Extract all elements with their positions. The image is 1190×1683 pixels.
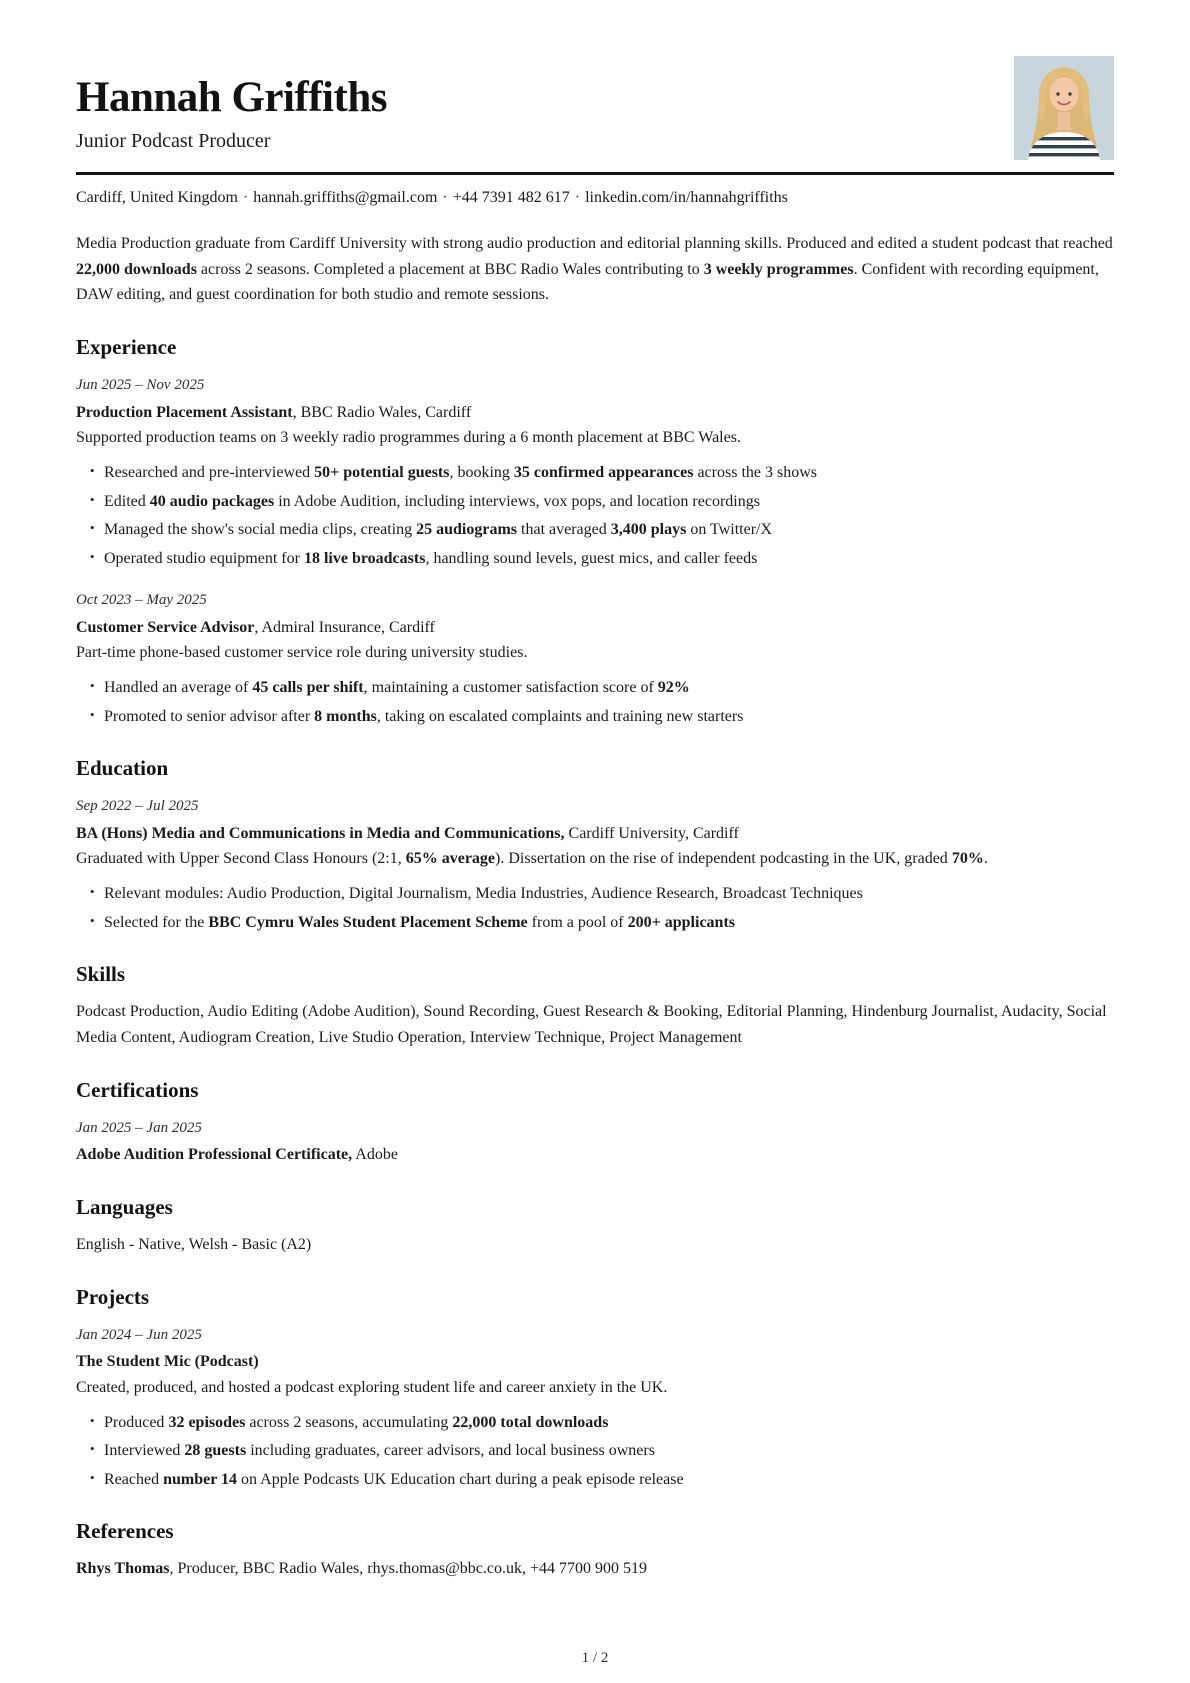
header-divider xyxy=(76,172,1114,175)
contact-line xyxy=(76,185,1114,211)
section-references xyxy=(76,1519,1114,1582)
project-entry xyxy=(76,1324,1114,1493)
entry-title: Customer Service Advisor, Admiral Insurance, Cardiff xyxy=(76,618,435,636)
bullet-item: • Interviewed 28 guests including graduates, career advisors, and local business owners xyxy=(104,1438,1114,1464)
entry-bullet-list xyxy=(76,675,1114,729)
projects-heading: Projects xyxy=(76,1284,150,1309)
entry-title: Production Placement Assistant, BBC Radio Wales, Cardiff xyxy=(76,403,472,421)
contact-separator: · xyxy=(574,189,581,206)
contact-email: hannah.griffiths@gmail.com xyxy=(253,189,438,206)
entry-dates: Sep 2022 – Jul 2025 xyxy=(76,798,199,815)
section-languages xyxy=(76,1195,1114,1258)
section-projects xyxy=(76,1285,1114,1493)
bullet-item: • Produced 32 episodes across 2 seasons, accumulating 22,000 total downloads xyxy=(104,1410,1114,1436)
languages-heading: Languages xyxy=(76,1194,173,1219)
experience-entry xyxy=(76,374,1114,571)
entry-description: Part-time phone-based customer service role during university studies. xyxy=(76,644,528,662)
entry-dates: Jan 2024 – Jun 2025 xyxy=(76,1326,202,1343)
entry-title: Adobe Audition Professional Certificate, Adobe xyxy=(76,1146,398,1164)
section-education xyxy=(76,756,1114,935)
references-heading: References xyxy=(76,1519,174,1544)
bullet-item: • Edited 40 audio packages in Adobe Audition, including interviews, vox pops, and location recordings xyxy=(104,489,1114,515)
education-heading: Education xyxy=(76,756,169,781)
person-name: Hannah Griffiths xyxy=(76,74,387,121)
certification-entry xyxy=(76,1117,1114,1168)
header xyxy=(76,56,1114,160)
job-title: Junior Podcast Producer xyxy=(76,130,271,153)
entry-description: Created, produced, and hosted a podcast exploring student life and career anxiety in the UK. xyxy=(76,1378,668,1396)
bullet-item: • Promoted to senior advisor after 8 months, taking on escalated complaints and training new starters xyxy=(104,704,1114,730)
summary-paragraph: Media Production graduate from Cardiff University with strong audio production and editorial planning skills. Produced and edited a student podcast that reached 22,000 downloads across 2 seasons. Completed a placement at BBC Radio Wales contributing to 3 weekly programmes. Confident with recording equipment, DAW editing, and guest coordination for both studio and remote sessions. xyxy=(76,234,1113,304)
skills-heading: Skills xyxy=(76,962,126,987)
page-number: 1 / 2 xyxy=(581,1650,609,1666)
contact-separator: · xyxy=(242,189,249,206)
bullet-item: • Operated studio equipment for 18 live broadcasts, handling sound levels, guest mics, and caller feeds xyxy=(104,546,1114,572)
section-experience xyxy=(76,335,1114,729)
experience-entry xyxy=(76,589,1114,729)
section-certifications xyxy=(76,1078,1114,1168)
education-entry xyxy=(76,795,1114,935)
languages-text: English - Native, Welsh - Basic (A2) xyxy=(76,1235,312,1253)
contact-phone: +44 7391 482 617 xyxy=(452,189,570,206)
bullet-item: • Researched and pre-interviewed 50+ potential guests, booking 35 confirmed appearances across the 3 shows xyxy=(104,460,1114,486)
entry-title: BA (Hons) Media and Communications in Media and Communications, Cardiff University, Cardiff xyxy=(76,824,739,842)
bullet-item: • Handled an average of 45 calls per shift, maintaining a customer satisfaction score of 92% xyxy=(104,675,1114,701)
entry-description: Graduated with Upper Second Class Honours (2:1, 65% average). Dissertation on the rise of independent podcasting in the UK, graded 70%. xyxy=(76,850,988,868)
reference-line: Rhys Thomas, Producer, BBC Radio Wales, rhys.thomas@bbc.co.uk, +44 7700 900 519 xyxy=(76,1560,648,1578)
entry-description: Supported production teams on 3 weekly radio programmes during a 6 month placement at BBC Wales. xyxy=(76,429,741,447)
contact-separator: · xyxy=(442,189,448,206)
section-skills xyxy=(76,962,1114,1051)
entry-bullet-list xyxy=(76,460,1114,571)
entry-dates: Oct 2023 – May 2025 xyxy=(76,592,207,609)
bullet-item: • Reached number 14 on Apple Podcasts UK Education chart during a peak episode release xyxy=(104,1467,1114,1493)
bullet-item: • Managed the show's social media clips, creating 25 audiograms that averaged 3,400 plays on Twitter/X xyxy=(104,517,1114,543)
entry-bullet-list xyxy=(76,1410,1114,1493)
bullet-item: • Relevant modules: Audio Production, Digital Journalism, Media Industries, Audience Research, Broadcast Techniques xyxy=(104,881,1114,907)
entry-bullet-list xyxy=(76,881,1114,935)
bullet-item: • Selected for the BBC Cymru Wales Student Placement Scheme from a pool of 200+ applicants xyxy=(104,910,1114,936)
entry-dates: Jun 2025 – Nov 2025 xyxy=(76,377,205,394)
experience-heading: Experience xyxy=(76,335,177,360)
identity-block xyxy=(76,56,387,153)
entry-title: The Student Mic (Podcast) xyxy=(76,1353,259,1371)
entry-dates: Jan 2025 – Jan 2025 xyxy=(76,1120,202,1137)
skills-text: Podcast Production, Audio Editing (Adobe Audition), Sound Recording, Guest Research & Booking, Editorial Planning, Hindenburg Journalist, Audacity, Social Media Content, Audiogram Creation, Live Studio Operation, Interview Technique, Project Management xyxy=(76,1003,1107,1047)
contact-linkedin: linkedin.com/in/hannahgriffiths xyxy=(585,189,788,206)
contact-location: Cardiff, United Kingdom xyxy=(76,189,238,206)
certifications-heading: Certifications xyxy=(76,1078,199,1103)
profile-photo xyxy=(1014,56,1114,160)
